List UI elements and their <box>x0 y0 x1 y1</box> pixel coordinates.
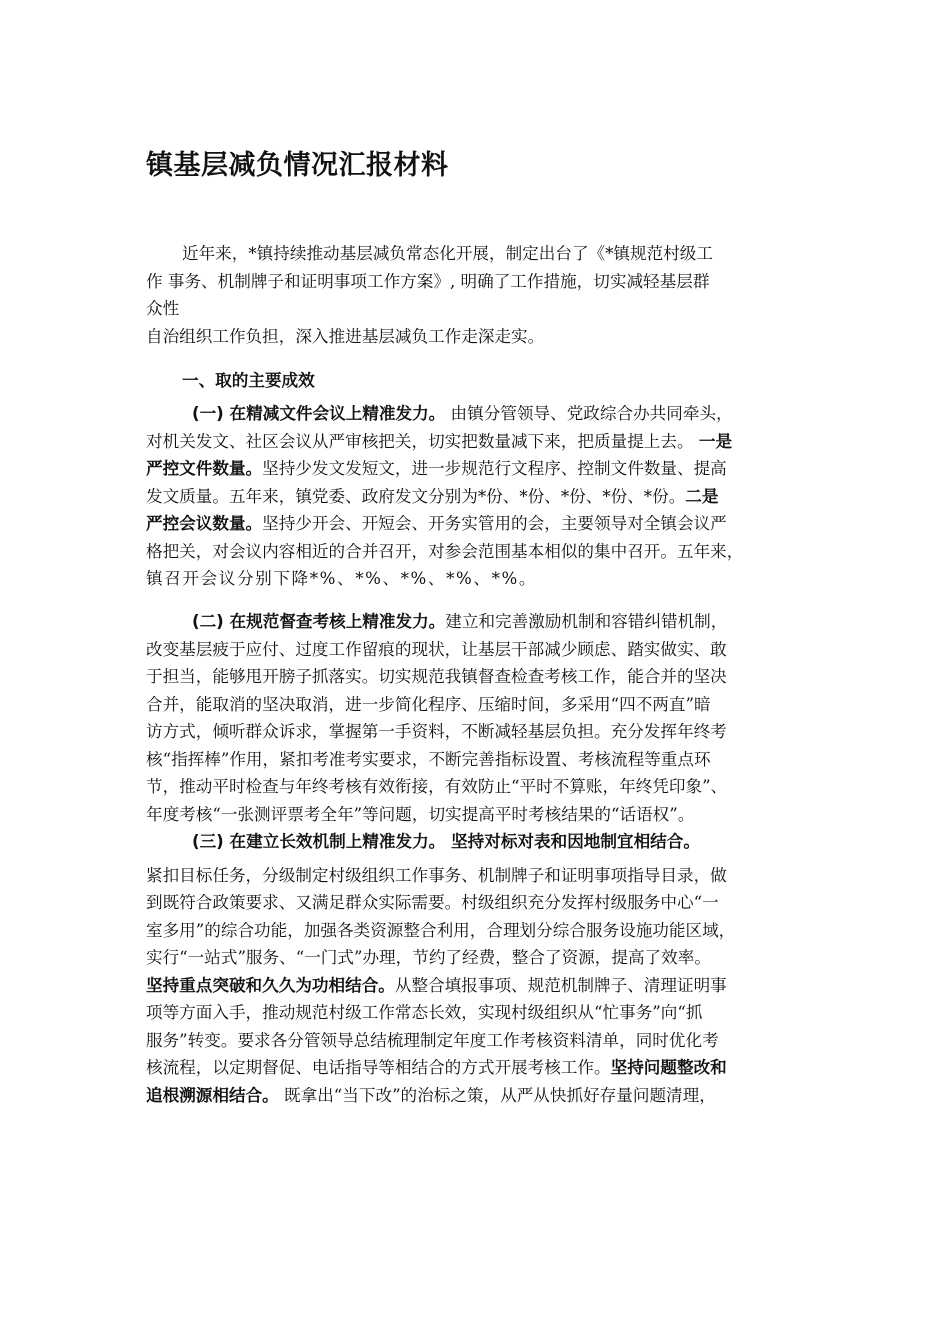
paragraph-2-line-5: 访方式，倾听群众诉求，掌握第一手资料，不断减轻基层负担。充分发挥年终考 <box>146 722 727 741</box>
paragraph-3-line-9 <box>146 1054 808 1082</box>
paragraph-1-text: 坚持少发文发短文，进一步规范行文程序、控制文件数量、提高 <box>262 459 727 478</box>
intro-line-2: 作 事务、机制牌子和证明事项工作方案》, 明确了工作措施，切实减轻基层群 <box>146 271 710 291</box>
paragraph-2-line-7: 节，推动平时检查与年终考核有效衔接，有效防止“平时不算账，年终凭印象”、 <box>146 777 728 796</box>
paragraph-2-lead: (二) 在规范督查考核上精准发力。 <box>192 612 446 631</box>
paragraph-3-bold: 坚持重点突破和久久为功相结合。 <box>146 975 395 995</box>
paragraph-3-lead-2: 坚持对标对表和因地制宜相结合。 <box>445 832 700 851</box>
paragraph-1-bold: 一是 <box>698 431 733 451</box>
paragraph-2-line-2: 改变基层疲于应付、过度工作留痕的现状，让基层干部减少顾虑、踏实做实、敢 <box>146 639 727 659</box>
paragraph-1-text: 由镇分管领导、党政综合办共同牵头， <box>445 404 733 423</box>
intro-paragraph <box>146 240 808 350</box>
paragraph-1-line-4 <box>146 483 808 511</box>
paragraph-1-line-5 <box>146 510 808 538</box>
paragraph-1-line-3 <box>146 455 808 483</box>
paragraph-3-text: 从整合填报事项、规范机制牌子、清理证明事 <box>394 975 727 995</box>
paragraph-3-line-7: 项等方面入手，推动规范村级工作常态长效，实现村级组织从“忙事务”向“抓 <box>146 1003 703 1022</box>
paragraph-3-text: 核流程，以定期督促、电话指导等相结合的方式开展考核工作。 <box>146 1058 611 1077</box>
paragraph-2-text: 建立和完善激励机制和容错纠错机制， <box>445 612 728 631</box>
paragraph-2 <box>146 608 808 828</box>
paragraph-3-line-2: 紧扣目标任务，分级制定村级组织工作事务、机制牌子和证明事项指导目录，做 <box>146 865 727 885</box>
paragraph-3-text: 既拿出“当下改”的治标之策，从严从快抓好存量问题清理， <box>278 1085 716 1105</box>
paragraph-1-line-1 <box>146 400 808 428</box>
paragraph-3-line-3: 到既符合政策要求、又满足群众实际需要。村级组织充分发挥村级服务中心“一 <box>146 893 719 912</box>
paragraph-3-line-8: 服务”转变。要求各分管领导总结梳理制定年度工作考核资料清单，同时优化考 <box>146 1030 719 1050</box>
paragraph-1 <box>146 400 808 593</box>
paragraph-2-line-1 <box>146 608 808 636</box>
paragraph-1-text: 坚持少开会、开短会、开务实管用的会，主要领导对全镇会议严 <box>262 514 727 533</box>
paragraph-1-text: 对机关发文、社区会议从严审核把关，切实把数量减下来，把质量提上去。 <box>146 431 699 451</box>
paragraph-3-line-6 <box>146 972 808 1000</box>
paragraph-1-line-7: 镇召开会议分别下降*%、*%、*%、*%、*%。 <box>146 569 538 588</box>
paragraph-2-line-8: 年度考核“一张测评票考全年”等问题，切实提高平时考核结果的“话语权”。 <box>146 804 695 824</box>
paragraph-3-lead: (三) 在建立长效机制上精准发力。 <box>192 832 446 851</box>
paragraph-3-bold: 坚持问题整改和 <box>610 1058 727 1077</box>
paragraph-2-line-4: 合并，能取消的坚决取消，进一步简化程序、压缩时间，多采用“四不两直”暗 <box>146 694 711 714</box>
paragraph-1-bold: 严控文件数量。 <box>146 459 263 478</box>
paragraph-3 <box>146 828 808 1109</box>
paragraph-2-line-3: 于担当，能够甩开膀子抓落实。切实规范我镇督查检查考核工作，能合并的坚决 <box>146 667 727 686</box>
paragraph-1-bold: 严控会议数量。 <box>146 514 263 533</box>
paragraph-1-lead: (一) 在精减文件会议上精准发力。 <box>192 404 446 423</box>
paragraph-3-bold: 追根溯源相结合。 <box>146 1085 279 1105</box>
section-heading-1: 一、取的主要成效 <box>182 371 315 390</box>
paragraph-3-line-5: 实行“一站式”服务、“一门式”办理，节约了经费，整合了资源，提高了效率。 <box>146 948 711 967</box>
paragraph-1-bold: 二是 <box>685 486 719 506</box>
paragraph-3-line-10 <box>146 1082 808 1110</box>
paragraph-2-line-6: 核“指挥棒”作用，紧扣考准考实要求，不断完善指标设置、考核流程等重点环 <box>146 749 711 769</box>
paragraph-1-text: 发文质量。五年来，镇党委、政府发文分别为*份、*份、*份、*份、*份。 <box>146 486 686 506</box>
paragraph-1-line-2 <box>146 428 808 456</box>
paragraph-3-line-1 <box>146 828 808 856</box>
paragraph-1-line-6: 格把关，对会议内容相近的合并召开，对参会范围基本相似的集中召开。五年来， <box>146 541 744 561</box>
intro-line-3: 众性 <box>146 299 180 318</box>
intro-line-4: 自治组织工作负担，深入推进基层减负工作走深走实。 <box>146 326 545 346</box>
document-title: 镇基层减负情况汇报材料 <box>146 150 449 181</box>
intro-line-1: 近年来，*镇持续推动基层减负常态化开展，制定出台了《*镇规范村级工 <box>182 244 713 263</box>
paragraph-3-line-4: 室多用”的综合功能，加强各类资源整合利用，合理划分综合服务设施功能区域， <box>146 920 736 940</box>
